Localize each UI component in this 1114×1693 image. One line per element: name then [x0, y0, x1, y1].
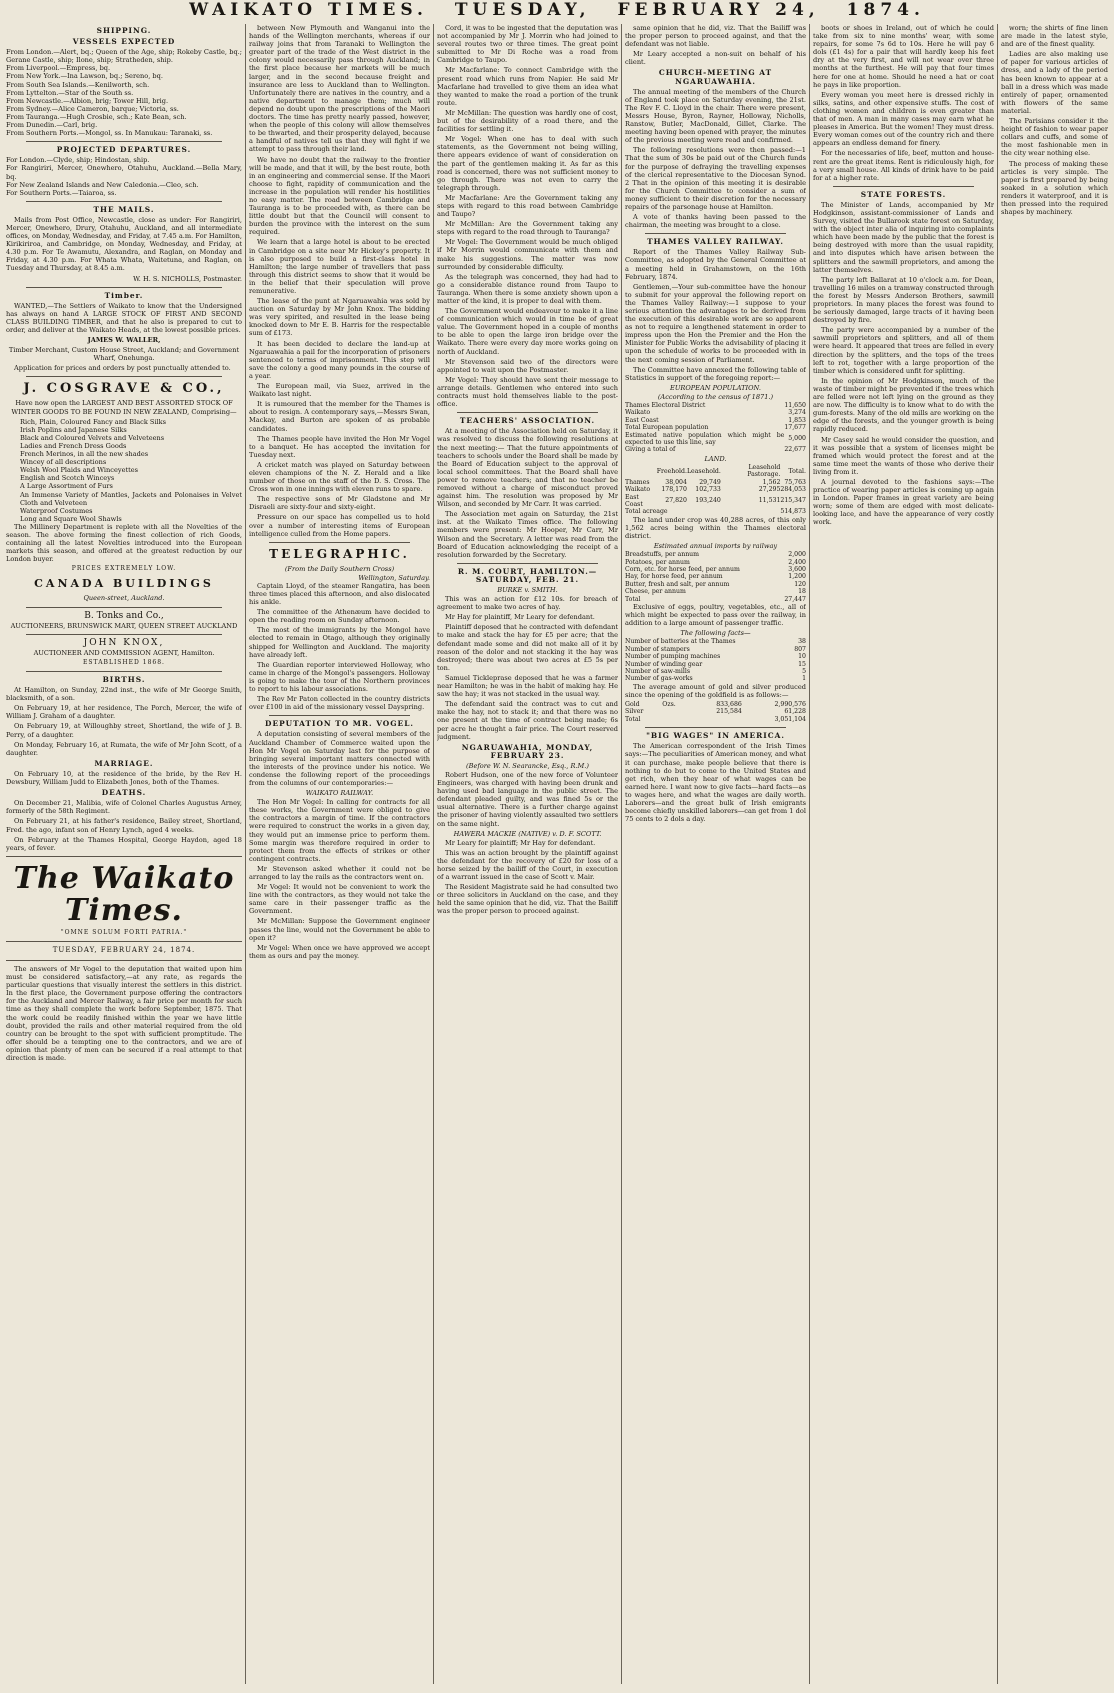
table-row: Giving a total of 22,677: [625, 446, 806, 454]
death-notice: On December 21, Malibia, wife of Colonel Charles Augustus Arney, formerly of the 58th Regiment.: [6, 799, 242, 816]
canada-address: Queen-street, Auckland.: [83, 594, 165, 603]
waller-note: Application for prices and orders by post punctually attended to.: [14, 364, 231, 373]
table-row: Estimated native population which might be expected to use this line, say 5,000: [625, 431, 806, 447]
nameplate: The Waikato Times.: [13, 860, 235, 928]
cosgrave-items: [6, 418, 242, 523]
ngaruawahia-heading: NGARUAWAHIA, MONDAY, FEBRUARY 23.: [461, 742, 594, 760]
births-heading: BIRTHS.: [102, 675, 146, 684]
mails-text: Mails from Post Office, Newcastle, close as under: For Rangiriri, Mercer, Onewhero, Drury, Otahuhu, Auckland, and all intermediate offices, on Monday, Wednesday, and Friday, at 7.45 a.m. For Hamilton, Kirikiriroa, and Cambridge, on Monday, Wednesday, and Friday, at 4.30 p.m. For Te Awamutu, Alexandra, and Raglan, on Monday and Friday, at 4.30 p.m. For Whata Whata, Waitetuna, and Raglan, on Tuesday and Thursday, at 8.45 a.m.: [6, 215, 242, 273]
canada-buildings: CANADA BUILDINGS: [34, 577, 214, 591]
list-item: An Immense Variety of Mantles, Jackets and Polonaises in Velvet Cloth and Velveteen: [20, 490, 242, 507]
railway-article: between New Plymouth and Wanganui into the hands of the Wellington merchants, whereas if our railway joins that from Taranaki to Wellington the greater part of the trade of the West district in the colony would necessarily pass through Auckland; in the first place because her markets will be much larger, and in the second because freight and insurance are less to Auckland than to Wellington. Unfortunately there are natives in the country, and a native department to manage them; much will depend no doubt upon the prescriptions of the Maori doctors. The time has pretty nearly passed, however, when the people of this colony will allow themselves to be thwarted, and their prosperity delayed, because a handful of natives tell us that they will fight if we attempt to pass through their land. We have no doubt that the railway to the frontier will be made, and that it will, by the best route, both in an engineering and commercial sense. If the Maori choose to fight, rapidity of communication and the increase in the population will render his hostilities no easy matter. The road between Cambridge and Tauranga is to be proceeded with, as there can be little doubt but that the Council will consent to burden the province with the interest on the sum required. We learn that a large hotel is about to be erected in Cambridge on a site near Mr Hickey's property. It is also purposed to build a first-class hotel in Hamilton; the large number of travellers that pass through this district seems to show that it would be in the belief that their speculation will prove remunerative. The lease of the punt at Ngaruawahia was sold by auction on Saturday by Mr John Knox. The bidding was very spirited, and resulted in the lease being knocked down to Mr E. B. Harris for the respectable sum of £173. It has been decided to declare the land-up at Ngaruawahia a pail for the incorporation of prisoners sentenced to terms of imprisonment. This step will save the colony a good many pounds in the course of a year. The European mail, via Suez, arrived in the Waikato last night. It is rumoured that the member for the Thames is about to resign. A contemporary says,—Messrs Swan, Mackay, and Burton are spoken of as probable candidates. The Thames people have invited the Hon Mr Vogel to a banquet. He has accepted the invitation for Tuesday next. A cricket match was played on Saturday between eleven champions of the N. Z. Herald and a like number of those on the staff of the D. S. Cross. The Cross won in one innings with eleven runs to spare. The respective sons of Mr Gladstone and Mr Disraeli are sixty-four and sixty-eight. Pressure on our space has compelled us to hold over a number of interesting items of European intelligence culled from the Home papers.: [249, 24, 430, 538]
vessels-expected-list: [6, 48, 242, 137]
list-item: From Newcastle.—Albion, brig; Tower Hill, brig.: [6, 96, 169, 105]
death-notice: On February 21, at his father's residence, Bailey street, Shortland, Fred. the ago, infant son of Henry Lynch, aged 4 weeks.: [6, 817, 242, 834]
birth-notice: On February 19, at her residence, The Porch, Mercer, the wife of William J. Graham of a daughter.: [6, 704, 242, 721]
list-item: From New York.—Ina Lawson, bq.; Sereno, bq.: [6, 72, 163, 81]
column-rule: [809, 24, 810, 1684]
table-row: Thames Electoral District 11,650: [625, 402, 806, 410]
table-row: Number of batteries at the Thames 38: [625, 638, 806, 646]
table-row: Butter, fresh and salt, per annum 120: [625, 580, 806, 588]
court-heading: R. M. COURT, HAMILTON.—SATURDAY, FEB. 21.: [457, 566, 598, 584]
masthead-paper: WAIKATO TIMES.: [189, 0, 428, 20]
deaths-heading: DEATHS.: [101, 788, 147, 798]
list-item: Wincey of all descriptions: [20, 458, 107, 467]
list-item: Ladies and French Dress Goods: [20, 441, 127, 450]
list-item: A Large Assortment of Furs: [20, 482, 113, 491]
cosgrave-tail: The Millinery Department is replete with all the Novelties of the season. The above forming the finest collection of rich Goods, containing all the latest Novelties introduced into the European markets this season, and offered at the greatest reduction by our London buyer.: [6, 522, 242, 564]
table-row: Number of gas-works 1: [625, 675, 806, 683]
table-row: Potatoes, per annum 2,400: [625, 558, 806, 566]
departures-heading: PROJECTED DEPARTURES.: [56, 145, 192, 155]
church-meeting-heading: CHURCH-MEETING AT NGARUAWAHIA.: [658, 68, 773, 86]
table-total-row: Total acreage 514,873: [625, 508, 806, 516]
table-row: Gold Ozs. 833,686 2,990,576: [625, 701, 806, 709]
birth-notice: On Monday, February 16, at Rumata, the wife of Mr John Scott, of a daughter.: [6, 740, 242, 757]
thames-railway-heading: THAMES VALLEY RAILWAY.: [647, 237, 784, 247]
marriage-notice: On February 10, at the residence of the bride, by the Rev H. Dewsbury, William Judd to Elizabeth Jones, both of the Thames.: [6, 769, 242, 787]
list-item: Irish Poplins and Japanese Silks: [20, 425, 127, 434]
birth-notice: At Hamilton, on Sunday, 22nd inst., the wife of Mr George Smith, blacksmith, of a son.: [6, 686, 242, 703]
list-item: For Southern Ports.—Taiaroa, ss.: [6, 188, 117, 197]
deputation-continued: Cord, it was to be ingested that the deputation was not accompanied by Mr J. Morrin who had joined to several routes two or three times. The great point submitted to Mr Di Roche was a road from Cambridge to Taupo. Mr Macfarlane: To connect Cambridge with the present road which runs from Napier. He said Mr Macfarlane had travelled to give them an idea what they wanted to make the road a portion of the trunk route. Mr McMillan: The question was hardly one of cost, but of the desirability of a road there, and the facilities for settling it. Mr Vogel: When one has to deal with such statements, as the Government not being willing, there appears evidence of want of consideration on the part of the gentlemen making it. As far as this road is concerned, there was not sufficient money to go through. There was not even to carry the telegraph through. Mr Macfarlane: Are the Government taking any steps with regard to this road between Cambridge and Taupo? Mr McMillan: Are the Government taking any steps with regard to the road through to Tauranga? Mr Vogel: The Government would be much obliged if Mr Morrin would communicate with them and make his suggestions. The matter was now surrounded by considerable difficulty. As the telegraph was concerned, they had had to go a considerable distance round from Taupo to Tauranga. When there is some anxiety shown upon a matter of the kind, it is proper to deal with them. The Government would endeavour to make it a line of communication which would in time be of great value. The Government hoped in a couple of months to be able to open the large iron bridge over the Waikato. There were every day more works going on north of Auckland. Mr Stevenson said two of the directors were appointed to wait upon the Postmaster. Mr Vogel: They should have sent their message to arrange details. Gentlemen who entered into such contracts must hold themselves liable to the post-office.: [437, 24, 618, 409]
telegraphic-heading: TELEGRAPHIC.: [269, 546, 410, 561]
table-row: Hay, for horse feed, per annum 1,200: [625, 573, 806, 581]
column-edge: worn; the shirts of fine linen are made in the latest style, and are of the finest quality. Ladies are also making use of paper for various articles of dress, and a lady of the period has been known to appear at a ball in a dress which was made entirely of paper, ornamented with flowers of the same material. The Parisians consider it the height of fashion to wear paper collars and cuffs, and some of the most fashionable men in the city wear nothing else. The process of making these articles is very simple. The paper is first prepared by being soaked in a solution which renders it waterproof, and it is then pressed into the required shapes by machinery.: [1001, 24, 1108, 217]
table-row: Number of winding gear 15: [625, 660, 806, 668]
marriage-heading: MARRIAGE.: [94, 758, 154, 768]
postmaster: W. H. S. NICHOLLS, Postmaster.: [133, 274, 242, 283]
column-rule: [433, 24, 434, 1684]
table-row: East Coast 1,853: [625, 416, 806, 424]
list-item: Long and Square Wool Shawls: [20, 514, 122, 523]
column-forests: boots or shoes in Ireland, out of which he could take from six to nine months' wear, with some repairs, for some 7s 6d to 10s. Here he will pay 6 dols (£1 4s) for a pair that will hardly keep his feet dry at the very first, and will not wear over three months at the furthest. He will pay that four times here for one at home. Should he need a hat or coat he pays in like proportion. Every woman you meet here is dressed richly in silks, satins, and other expensive stuffs. The cost of clothing women and children is even greater than that of men. A man in many cases may earn what he pleases in America. But the women! They must dress. Every woman comes out of the country rich and there appears an endless demand for finery. For the necessaries of life, beef, mutton and house-rent are the great items. Rent is ridiculously high, for a very small house. All kinds of drink have to be paid for at a higher rate. STATE FORESTS. The Minister of Lands, accompanied by Mr Hodgkinson, assistant-commissioner of Lands and Survey, visited the Bullarook state forest on Saturday, with the object inter alia of inquiring into complaints which have been made by the public that the forest is being destroyed with more than the usual rapidity, and into disputes which have arisen between the splitters and the sawmill proprietors, and among the latter themselves. The party left Ballarat at 10 o'clock a.m. for Dean, travelling 16 miles on a tramway constructed through the forest by Messrs Anderson Brothers, sawmill proprietors. In many places the forest was found to be seriously damaged, large tracts of it having been destroyed by fire. The party were accompanied by a number of the sawmill proprietors and splitters, and all of them were heard. It appeared that trees are felled in every direction by the splitters, and the tops of the trees left to rot, together with a large proportion of the timber which is considered unfit for splitting. In the opinion of Mr Hodgkinson, much of the waste of timber might be prevented if the trees which are felled were not left lying on the ground as they are now. The difficulty is to know what to do with the gum-forests. Many of the old mills are working on the edge of the forests, and the younger growth is being rapidly reduced. Mr Casey said he would consider the question, and it was possible that a system of licenses might be framed which would protect the forest and at the same time meet the wants of those who derive their living from it. A journal devoted to the fashions says:—The practice of wearing paper articles is coming up again in London. Paper frames in great variety are being worn; some of them are edged with most delicate-looking lace, and have the appearance of very costly work.: [813, 24, 994, 527]
column-telegraphic: between New Plymouth and Wanganui into the hands of the Wellington merchants, whereas if our railway joins that from Taranaki to Wellington the greater part of the trade of the West district in the colony would necessarily pass through Auckland; in the first place because her markets will be much larger, and in the second because freight and insurance are less to Auckland than to Wellington. Unfortunately there are natives in the country, and a native department to manage them; much will depend no doubt upon the prescriptions of the Maori doctors. The time has pretty nearly passed, however, when the people of this colony will allow themselves to be thwarted, and their prosperity delayed, because a handful of natives tell us that they will fight if we attempt to pass through their land. We have no doubt that the railway to the frontier will be made, and that it will, by the best route, both in an engineering and commercial sense. If the Maori choose to fight, rapidity of communication and the increase in the population will render his hostilities no easy matter. The road between Cambridge and Tauranga is to be proceeded with, as there can be little doubt but that the Council will consent to burden the province with the interest on the sum required. We learn that a large hotel is about to be erected in Cambridge on a site near Mr Hickey's property. It is also purposed to build a first-class hotel in Hamilton; the large number of travellers that pass through this district seems to show that it would be in the belief that their speculation will prove remunerative. The lease of the punt at Ngaruawahia was sold by auction on Saturday by Mr John Knox. The bidding was very spirited, and resulted in the lease being knocked down to Mr E. B. Harris for the respectable sum of £173. It has been decided to declare the land-up at Ngaruawahia a pail for the incorporation of prisoners sentenced to terms of imprisonment. This step will save the colony a good many pounds in the course of a year. The European mail, via Suez, arrived in the Waikato last night. It is rumoured that the member for the Thames is about to resign. A contemporary says,—Messrs Swan, Mackay, and Burton are spoken of as probable candidates. The Thames people have invited the Hon Mr Vogel to a banquet. He has accepted the invitation for Tuesday next. A cricket match was played on Saturday between eleven champions of the N. Z. Herald and a like number of those on the staff of the D. S. Cross. The Cross won in one innings with eleven runs to spare. The respective sons of Mr Gladstone and Mr Disraeli are sixty-four and sixty-eight. Pressure on our space has compelled us to hold over a number of interesting items of European intelligence culled from the Home papers. TELEGRAPHIC. (From the Daily Southern Cross) Wellington, Saturday. Captain Lloyd, of the steamer Rangatira, has been three times placed this afternoon, and also dislocated his ankle. The committee of the Athenæum have decided to open the reading room on Sunday afternoon. The most of the immigrants by the Mongol have elected to remain in Otago, although they originally shipped for Wellington and Auckland. The majority have already left. The Guardian reporter interviewed Holloway, who came in charge of the Mongol's passengers. Holloway is going to make the tour of the Northern provinces to report to his labour associations. The Rev Mr Paton collected in the country districts over £100 in aid of the missionary vessel Dayspring. DEPUTATION TO MR. VOGEL. A deputation consisting of several members of the Auckland Chamber of Commerce waited upon the Hon Mr Vogel on Saturday last for the purpose of bringing several important matters connected with the interests of the province under his notice. We condense the following report of the proceedings from the columns of our contemporaries:— WAIKATO RAILWAY. The Hon Mr Vogel: In calling for contracts for all these works, the Government were obliged to give the contractors a margin of time. If the contractors were required to construct the works in a given day, they would put an immense price to perform them. Some margin was therefore required in order to protect them from the effects of strikes or other contingent contracts. Mr Stevenson asked whether it could not be arranged to lay the rails as the contractors went on. Mr Vogel: It would not be convenient to work the line with the contractors, as they would not take the same care in their passenger traffic as the Government. Mr McMillan: Suppose the Government engineer passes the line, would not the Government be able to open it? Mr Vogel: When once we have approved we accept them as ours and pay the money.: [249, 24, 430, 960]
court-article: This was an action for £12 10s. for breach of agreement to make two acres of hay. Mr Hay for plaintiff, Mr Leary for defendant. Plaintiff deposed that he contracted with defendant to make and stack the hay for £5 per acre; that the defendant made some and did not make all of it by reason of the dolor and not stacking it the hay was destroyed; there was about two acres at £5 5s per ton. Samuel Tickleprase deposed that he was a farmer near Hamilton; he was in the habit of making hay. He saw the hay; it was not stacked in the usual way. The defendant said the contract was to cut and make the hay, not to stack it; and that there was no one present at the time of contract being made; 6s per acre he thought a fair price. The Court reserved judgment.: [437, 595, 618, 741]
trade-heading: The following facts—: [680, 629, 751, 638]
list-item: From London.—Alert, bq.; Queen of the Age, ship; Rokeby Castle, bq.; Gerane Castle, ship; Ilone, ship; Stratheden, ship.: [6, 48, 242, 65]
thames-railway-article: Report of the Thames Valley Railway Sub-Committee, as adopted by the General Committee at a meeting held in Grahamstown, on the 16th February, 1874. Gentlemen,—Your sub-committee have the honour to submit for your approval the following report on the Thames Valley Railway:—1 suppose to your serious attention the advantages to be derived from the execution of this desirable work are so apparent as not to require a lengthened statement in order to impress upon the Hon the Premier and the Hon the Minister for Public Works the advisability of placing it upon the schedule of works to be proceeded with in the next coming session of Parliament. The Committee have annexed the following table of Statistics in support of the foregoing report:—: [625, 248, 806, 382]
tonks-name: B. Tonks and Co.,: [84, 610, 164, 621]
table-row: Waikato 178,170 102,733 27,295 284,053: [625, 486, 806, 494]
telegraphic-article: Captain Lloyd, of the steamer Rangatira, has been three times placed this afternoon, and also dislocated his ankle. The committee of the Athenæum have decided to open the reading room on Sunday afternoon. The most of the immigrants by the Mongol have elected to remain in Otago, although they originally shipped for Wellington and Auckland. The majority have already left. The Guardian reporter interviewed Holloway, who came in charge of the Mongol's passengers. Holloway is going to make the tour of the Northern provinces to report to his labour associations. The Rev Mr Paton collected in the country districts over £100 in aid of the missionary vessel Dayspring.: [249, 581, 430, 712]
land-label: LAND.: [704, 454, 727, 463]
column-railway-report: same opinion that he did, viz. That the Bailiff was the proper person to proceed against, and that the defendant was not liable. Mr Leary accepted a non-suit on behalf of his client. CHURCH-MEETING AT NGARUAWAHIA. The annual meeting of the members of the Church of England took place on Saturday evening, the 21st. The Rev F. C. Lloyd in the chair. There were present, Messrs House, Byron, Rayner, Holloway, Nicholls, Ranstow, Butler, MacDonald, Gillet, Clarke. The meeting having been opened with prayer, the minutes of the previous meeting were read and confirmed. The following resolutions were then passed:—1 That the sum of 30s be paid out of the Church funds for the purpose of defraying the travelling expenses of the clerical representative to the Diocesan Synod. 2 That in the opinion of this meeting it is desirable for the Church Committee to consider a sum of money sufficient to their discretion for the necessary repairs of the parsonage house at Hamilton. A vote of thanks having been passed to the chairman, the meeting was brought to a close. THAMES VALLEY RAILWAY. Report of the Thames Valley Railway Sub-Committee, as adopted by the General Committee at a meeting held in Grahamstown, on the 16th February, 1874. Gentlemen,—Your sub-committee have the honour to submit for your approval the following report on the Thames Valley Railway:—1 suppose to your serious attention the advantages to be derived from the execution of this desirable work are so apparent as not to require a lengthened statement in order to impress upon the Hon the Premier and the Hon the Minister for Public Works the advisability of placing it upon the schedule of works to be proceeded with in the next coming session of Parliament. The Committee have annexed the following table of Statistics in support of the foregoing report:— EUROPEAN POPULATION. (According to the census of 1871.) Thames Electoral District 11,650 Waikato 3,274 East Coast 1,853 Total European population 17,677 Estimated native population which might be expected to use this line, say 5,000 Giving a total of 22,677 LAND. Freehold. Leasehold. Leasehold Pastorage. Total. Thames 38,004 29,749 1,562 75,763 Waikato 178,170 102,733 27,295 284,053 East Coast 27,820 193,240 11,531 215,347 Total acreage 514,873 The land under crop was 40,288 acres, of this only 1,562 acres being within the Thames electoral district. Estimated annual imports by railway Breadstuffs, per annum 2,000 Potatoes, per annum 2,400 Corn, etc. for horse feed, per annum 3,600 Hay, for horse feed, per annum 1,200 Butter, fresh and salt, per annum 120 Cheese, per annum 18 Total 27,447 Exclusive of eggs, poultry, vegetables, etc., all of which might be expected to pass over the railway, in addition to a large amount of passenger traffic. The following facts— Number of batteries at the Thames 38 Number of stampers 807 Number of pumping machines 10 Number of winding gear 15 Number of saw-mills 5 Number of gas-works 1 The average amount of gold and silver produced since the opening of the goldfield is as follows:— Gold Ozs. 833,686 2,990,576 Silver 215,584 61,228 Total 3,051,104 "BIG WAGES" IN AMERICA. The American correspondent of the Irish Times says:—The peculiarities of American money, and what it can purchase, make people believe that there is nothing to do but to come to the United States and get rich, when they hear of what wages can be earned here. I want now to give facts—hard facts—as to wages here, and what the wages are daily worth. Laborers—and the great bulk of Irish emigrants become chiefly unskilled laborers—can get from 1 dol 75 cents to 2 dols a day.: [625, 24, 806, 824]
masthead-day: TUESDAY,: [454, 0, 591, 20]
table-row: Corn, etc. for horse feed, per annum 3,600: [625, 566, 806, 573]
column-rule: [997, 24, 998, 1684]
masthead-date: FEBRUARY 24,: [617, 0, 820, 20]
table-row: East Coast 27,820 193,240 11,531 215,347: [625, 493, 806, 508]
list-item: Black and Coloured Velvets and Velveteens: [20, 433, 165, 442]
table-row: Silver 215,584 61,228: [625, 708, 806, 716]
census-label: EUROPEAN POPULATION.: [670, 383, 761, 392]
cosgrave-name: J. COSGRAVE & CO.,: [23, 381, 225, 397]
timber-ad: WANTED,—The Settlers of Waikato to know that the Undersigned has always on hand A LARGE STOCK OF FIRST AND SECOND CLASS BUILDING TIMBER, and that he also is prepared to cut to order, and deliver at the Waikato Heads, at the lowest possible prices.: [6, 301, 242, 334]
list-item: From South Sea Islands.—Kenilworth, sch.: [6, 80, 150, 89]
church-meeting-article: The annual meeting of the members of the Church of England took place on Saturday evening, the 21st. The Rev F. C. Lloyd in the chair. There were present, Messrs House, Byron, Rayner, Holloway, Nicholls, Ranstow, Butler, MacDonald, Gillet, Clarke. The meeting having been opened with prayer, the minutes of the previous meeting were read and confirmed. The following resolutions were then passed:—1 That the sum of 30s be paid out of the Church funds for the purpose of defraying the travelling expenses of the clerical representative to the Diocesan Synod. 2 That in the opinion of this meeting it is desirable for the Church Committee to consider a sum of money sufficient to their discretion for the necessary repairs of the parsonage house at Hamilton. A vote of thanks having been passed to the chairman, the meeting was brought to a close.: [625, 87, 806, 230]
teachers-heading: TEACHERS' ASSOCIATION.: [459, 416, 596, 426]
list-item: French Merinos, in all the new shades: [20, 450, 149, 459]
court-case: BURKE v. SMITH.: [497, 586, 558, 594]
state-forests-article: The Minister of Lands, accompanied by Mr Hodgkinson, assistant-commissioner of Lands and Survey, visited the Bullarook state forest on Saturday, with the object inter alia of inquiring into complaints which have been made by the public that the forest is being destroyed with more than the usual rapidity, and into disputes which have arisen between the splitters and the sawmill proprietors, and among the latter themselves. The party left Ballarat at 10 o'clock a.m. for Dean, travelling 16 miles on a tramway constructed through the forest by Messrs Anderson Brothers, sawmill proprietors. In many places the forest was found to be seriously damaged, large tracts of it having been destroyed by fire. The party were accompanied by a number of the sawmill proprietors and splitters, and all of them were heard. It appeared that trees are felled in every direction by the splitters, and the tops of the trees left to rot, together with a large proportion of the timber which is considered unfit for splitting. In the opinion of Mr Hodgkinson, much of the waste of timber might be prevented if the trees which are felled were not left lying on the ground as they are now. The difficulty is to know what to do with the gum-forests. Many of the old mills are working on the edge of the forests, and the younger growth is being rapidly reduced. Mr Casey said he would consider the question, and it was possible that a system of licenses might be framed which would protect the forest and at the same time meet the wants of those who derive their living from it. A journal devoted to the fashions says:—The practice of wearing paper articles is coming up again in London. Paper frames in great variety are being worn; some of them are edged with most delicate-looking lace, and have the appearance of very costly work.: [813, 200, 994, 527]
timber-heading: Timber.: [104, 290, 144, 300]
prices-line: PRICES EXTREMELY LOW.: [71, 565, 177, 573]
gold-table: [625, 701, 806, 723]
list-item: For Rangiriri, Mercer, Onewhero, Otahuhu, Auckland.—Bella Mary, bq.: [6, 164, 242, 181]
shipping-heading: SHIPPING.: [96, 26, 152, 35]
state-forests-heading: STATE FORESTS.: [860, 189, 947, 199]
imports-table: [625, 551, 806, 603]
waller-address: Timber Merchant, Custom House Street, Auckland; and Government Wharf, Onehunga.: [8, 346, 240, 363]
list-item: For New Zealand Islands and New Caledonia.—Cleo, sch.: [6, 180, 199, 189]
hawera-case: HAWERA MACKIE (NATIVE) v. D. F. SCOTT.: [453, 829, 602, 838]
issue-date: TUESDAY, FEBRUARY 24, 1874.: [52, 945, 196, 954]
list-item: Rich, Plain, Coloured Fancy and Black Silks: [20, 417, 167, 426]
list-item: Welsh Wool Plaids and Winceyettes: [20, 466, 139, 475]
motto: "OMNE SOLUM FORTI PATRIA.": [60, 928, 188, 936]
telegraphic-dateline: Wellington, Saturday.: [358, 573, 430, 582]
list-item: From Sydney.—Alice Cameron, barque; Victoria, ss.: [6, 104, 179, 113]
big-wages-article: The American correspondent of the Irish Times says:—The peculiarities of American money, and what it can purchase, make people believe that there is nothing to do but to come to the United States and get rich, when they hear of what wages can be earned here. I want now to give facts—hard facts—as to wages here, and what the wages are daily worth. Laborers—and the great bulk of Irish emigrants become chiefly unskilled laborers—can get from 1 dol 75 cents to 2 dols a day.: [625, 742, 806, 824]
list-item: From Dunedin.—Carl, brig.: [6, 121, 98, 130]
vessels-expected-heading: VESSELS EXPECTED: [72, 37, 176, 47]
railway-subheading: WAIKATO RAILWAY.: [305, 789, 374, 798]
telegraphic-source: (From the Daily Southern Cross): [284, 564, 395, 573]
trade-table: [625, 638, 806, 682]
census-table: [625, 402, 806, 454]
tonks-desc: AUCTIONEERS, BRUNSWICK MART, QUEEN STREET AUCKLAND: [10, 621, 238, 630]
departures-list: [6, 156, 242, 196]
table-total-row: Total 3,051,104: [625, 715, 806, 723]
list-item: From Lyttelton.—Star of the South ss.: [6, 88, 134, 97]
deputation-heading: DEPUTATION TO MR. VOGEL.: [265, 719, 414, 729]
teachers-article: At a meeting of the Association held on Saturday, it was resolved to discuss the following resolutions at the next meeting:— That the future appointments of teachers to schools under the Board shall be made by the Board of Education subject to the approval of local school committees. That the Board shall have power to remove teachers; and that no teacher be removed without a charge of misconduct proved against him. The resolution was proposed by Mr Wilson, and seconded by Mr Carr. It was carried. The Association met again on Saturday, the 21st inst. at the Waikato Times office. The following members were present: Mr Hooper, Mr Carr, Mr Wilson and the Secretary. A letter was read from the Board of Education acknowledging the receipt of a resolution forwarded by the Secretary.: [437, 427, 618, 559]
knox-desc: AUCTIONEER AND COMMISSION AGENT, Hamilton.: [33, 648, 215, 657]
cosgrave-subtitle: Have now open the LARGEST AND BEST ASSORTED STOCK OF WINTER GOODS TO BE FOUND IN NEW ZEALAND, Comprising—: [11, 399, 237, 416]
list-item: From Southern Ports.—Mongol, ss. In Manukau: Taranaki, ss.: [6, 129, 213, 138]
big-wages-heading: "BIG WAGES" IN AMERICA.: [646, 731, 785, 741]
table-row: Breadstuffs, per annum 2,000: [625, 551, 806, 559]
table-row: Number of stampers 807: [625, 645, 806, 653]
column-rule: [245, 24, 246, 1684]
table-row: Thames 38,004 29,749 1,562 75,763: [625, 478, 806, 486]
list-item: English and Scotch Winceys: [20, 474, 115, 483]
table-row: Total European population 17,677: [625, 424, 806, 432]
table-row: Number of pumping machines 10: [625, 653, 806, 661]
masthead: [0, 0, 1114, 22]
ngaruawahia-bench: (Before W. N. Searancke, Esq., R.M.): [466, 761, 589, 770]
list-item: From Liverpool.—Empress, bq.: [6, 64, 111, 73]
birth-notice: On February 19, at Willoughby street, Shortland, the wife of J. B. Perry, of a daughter.: [6, 722, 242, 739]
table-row: Cheese, per annum 18: [625, 588, 806, 596]
list-item: For London.—Clyde, ship; Hindostan, ship.: [6, 156, 150, 165]
death-notice: On February at the Thames Hospital, George Haydon, aged 18 years, of fever.: [6, 835, 242, 852]
imports-heading: Estimated annual imports by railway: [653, 542, 778, 551]
list-item: Waterproof Costumes: [20, 506, 93, 515]
knox-name: JOHN KNOX,: [83, 637, 165, 648]
column-news: Cord, it was to be ingested that the deputation was not accompanied by Mr J. Morrin who had joined to several routes two or three times. The great point submitted to Mr Di Roche was a road from Cambridge to Taupo. Mr Macfarlane: To connect Cambridge with the present road which runs from Napier. He said Mr Macfarlane had travelled to give them an idea what they wanted to make the road a portion of the trunk route. Mr McMillan: The question was hardly one of cost, but of the desirability of a road there, and the facilities for settling it. Mr Vogel: When one has to deal with such statements, as the Government not being willing, there appears evidence of want of consideration on the part of the gentlemen making it. As far as this road is concerned, there was not sufficient money to go through. There was not even to carry the telegraph through. Mr Macfarlane: Are the Government taking any steps with regard to this road between Cambridge and Taupo? Mr McMillan: Are the Government taking any steps with regard to the road through to Tauranga? Mr Vogel: The Government would be much obliged if Mr Morrin would communicate with them and make his suggestions. The matter was now surrounded by considerable difficulty. As the telegraph was concerned, they had had to go a considerable distance round from Taupo to Tauranga. When there is some anxiety shown upon a matter of the kind, it is proper to deal with them. The Government would endeavour to make it a line of communication which would in time be of great value. The Government hoped in a couple of months to be able to open the large iron bridge over the Waikato. There were every day more works going on north of Auckland. Mr Stevenson said two of the directors were appointed to wait upon the Postmaster. Mr Vogel: They should have sent their message to arrange details. Gentlemen who entered into such contracts must hold themselves liable to the post-office. TEACHERS' ASSOCIATION. At a meeting of the Association held on Saturday, it was resolved to discuss the following resolutions at the next meeting:— That the future appointments of teachers to schools under the Board shall be made by the Board of Education subject to the approval of local school committees. That the Board shall have power to remove teachers; and that no teacher be removed without a charge of misconduct proved against him. The resolution was proposed by Mr Wilson, and seconded by Mr Carr. It was carried. The Association met again on Saturday, the 21st inst. at the Waikato Times office. The following members were present: Mr Hooper, Mr Carr, Mr Wilson and the Secretary. A letter was read from the Board of Education acknowledging the receipt of a resolution forwarded by the Secretary. R. M. COURT, HAMILTON.—SATURDAY, FEB. 21. BURKE v. SMITH. This was an action for £12 10s. for breach of agreement to make two acres of hay. Mr Hay for plaintiff, Mr Leary for defendant. Plaintiff deposed that he contracted with defendant to make and stack the hay for £5 per acre; that the defendant made some and did not make all of it by reason of the dolor and not stacking it the hay was destroyed; there was about two acres at £5 5s per ton. Samuel Tickleprase deposed that he was a farmer near Hamilton; he was in the habit of making hay. He saw the hay; it was not stacked in the usual way. The defendant said the contract was to cut and make the hay, not to stack it; and that there was no one present at the time of contract being made; 6s per acre he thought a fair price. The Court reserved judgment. NGARUAWAHIA, MONDAY, FEBRUARY 23. (Before W. N. Searancke, Esq., R.M.) Robert Hudson, one of the new force of Volunteer Engineers, was charged with having been drunk and having used bad language in the public street. The defendant pleaded guilty, and was fined 5s or the usual alternative. There is a further charge against the prisoner of having violently assaulted two settlers on the same night. HAWERA MACKIE (NATIVE) v. D. F. SCOTT. Mr Leary for plaintiff; Mr Hay for defendant. This was an action brought by the plaintiff against the defendant for the recovery of £20 for loss of a horse seized by the bailiff of the Court, in execution of a warrant issued in the case of Scott v. Mair. The Resident Magistrate said he had consulted two or three solicitors in Auckland on the case, and they held the same opinion that he did, viz. That the Bailiff was the proper person to proceed against.: [437, 24, 618, 916]
land-table: [625, 464, 806, 516]
masthead-year: 1874.: [846, 0, 925, 20]
leader-article: The answers of Mr Vogel to the deputation that waited upon him must be considered satisfactory,—at any rate, as regards the particular questions that visually interest the settlers in this district. In the first place, the Government purpose offering the contractors for the Auckland and Mercer Railway, a fair price per month for such time as they shall complete the work before September, 1875. That the work could be readily finished within the year we have little doubt, provided the rails and other material required from the old country can be brought to the spot with sufficient promptitude. The offer should be a tempting one to the contractors, and we are of opinion that plenty of men can be secured if a real attempt to that direction is made.: [6, 964, 242, 1062]
knox-established: ESTABLISHED 1868.: [83, 658, 165, 666]
table-header-row: Freehold. Leasehold. Leasehold Pastorage. Total.: [656, 463, 806, 479]
table-total-row: Total 27,447: [625, 595, 806, 603]
list-item: From Tauranga.—Hugh Crosbie, sch.; Kate Bean, sch.: [6, 112, 187, 121]
table-row: Waikato 3,274: [625, 409, 806, 417]
census-subtitle: (According to the census of 1871.): [657, 392, 774, 401]
mails-heading: THE MAILS.: [93, 204, 155, 214]
column-advertisements: [6, 24, 242, 1684]
column-rule: [621, 24, 622, 1684]
deputation-article: A deputation consisting of several members of the Auckland Chamber of Commerce waited upon the Hon Mr Vogel on Saturday last for the purpose of bringing several important matters connected with the interests of the province under his notice. We condense the following report of the proceedings from the columns of our contemporaries:—: [249, 730, 430, 787]
waller-name: JAMES W. WALLER,: [87, 336, 161, 345]
table-row: Number of saw-mills 5: [625, 668, 806, 676]
